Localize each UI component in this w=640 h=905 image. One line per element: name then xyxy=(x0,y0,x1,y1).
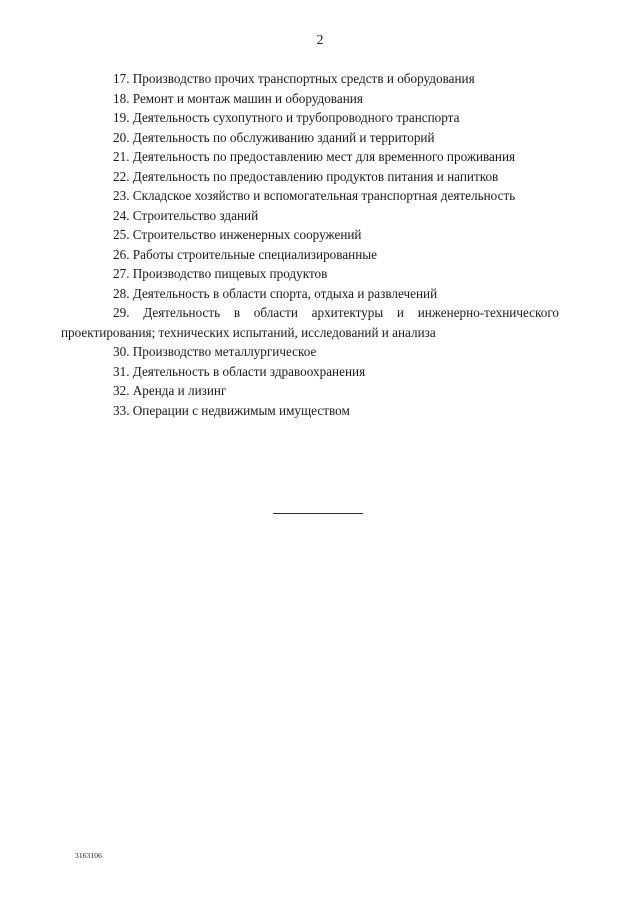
item-number: 29. xyxy=(113,305,130,320)
item-text: Операции с недвижимым имуществом xyxy=(132,402,350,418)
item-number: 18. xyxy=(113,90,130,106)
list-item xyxy=(61,108,559,128)
item-text: Производство металлургическое xyxy=(132,344,317,359)
item-text: Строительство зданий xyxy=(132,207,259,223)
list-item xyxy=(61,401,559,421)
item-text: Производство прочих транспортных средств и оборудования xyxy=(132,71,475,86)
item-number: 19. xyxy=(113,110,130,125)
item-number: 21. xyxy=(113,149,130,164)
list-item xyxy=(61,186,559,206)
item-number: 27. xyxy=(113,266,130,281)
list-item xyxy=(61,147,559,167)
activity-list xyxy=(61,69,559,420)
item-text: Производство пищевых продуктов xyxy=(132,266,328,281)
item-number: 30. xyxy=(113,344,130,359)
item-number: 17. xyxy=(113,71,130,86)
item-text: Деятельность сухопутного и трубопроводного транспорта xyxy=(132,110,460,125)
page-number: 2 xyxy=(316,33,324,48)
list-item xyxy=(61,89,559,109)
list-item xyxy=(61,167,559,187)
list-item xyxy=(61,264,559,284)
item-text: Деятельность по обслуживанию зданий и территорий xyxy=(132,129,435,145)
item-number: 20. xyxy=(113,129,130,145)
list-item xyxy=(61,381,559,401)
document-code: 3163106 xyxy=(75,851,102,860)
item-number: 23. xyxy=(113,188,130,203)
list-item xyxy=(61,225,559,245)
item-number: 33. xyxy=(113,402,130,418)
item-number: 24. xyxy=(113,207,130,223)
end-divider xyxy=(273,513,363,514)
item-text: Строительство инженерных сооружений xyxy=(132,227,362,242)
list-item xyxy=(61,284,559,304)
item-text: Ремонт и монтаж машин и оборудования xyxy=(132,90,363,106)
item-text: Деятельность в области архитектуры и инженерно-технического проектирования; технических испытаний, исследований и анализа xyxy=(61,305,560,340)
item-number: 25. xyxy=(113,227,130,242)
item-number: 31. xyxy=(113,363,130,379)
item-text: Складское хозяйство и вспомогательная транспортная деятельность xyxy=(132,188,516,203)
list-item xyxy=(61,342,559,362)
item-number: 28. xyxy=(113,285,130,301)
item-number: 26. xyxy=(113,246,130,262)
item-text: Деятельность в области спорта, отдыха и развлечений xyxy=(132,285,438,301)
list-item xyxy=(61,128,559,148)
list-item xyxy=(61,245,559,265)
item-text: Деятельность в области здравоохранения xyxy=(132,363,366,379)
list-item xyxy=(61,69,559,89)
item-text: Аренда и лизинг xyxy=(132,383,227,398)
item-text: Деятельность по предоставлению мест для временного проживания xyxy=(132,149,516,164)
item-text: Работы строительные специализированные xyxy=(132,246,377,262)
item-number: 32. xyxy=(113,383,130,398)
item-number: 22. xyxy=(113,168,130,184)
list-item xyxy=(61,303,559,342)
list-item xyxy=(61,206,559,226)
item-text: Деятельность по предоставлению продуктов питания и напитков xyxy=(132,168,499,184)
list-item xyxy=(61,362,559,382)
